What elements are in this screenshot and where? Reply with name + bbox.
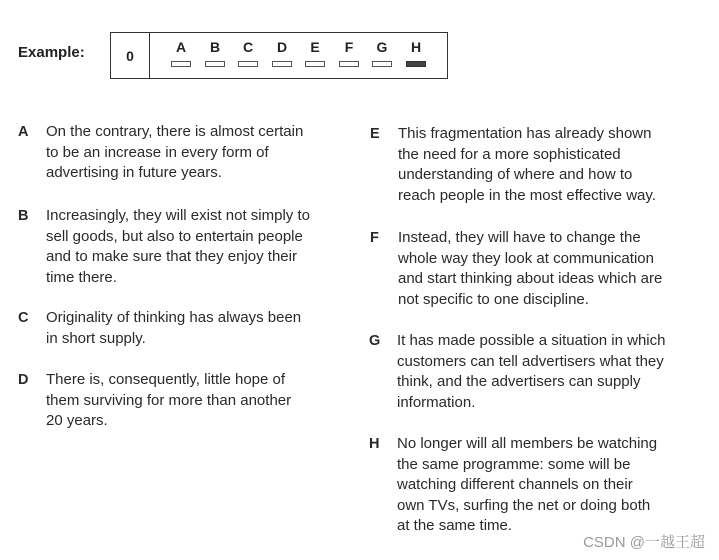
- sentence-text: There is, consequently, little hope of them surviving for more than another 20 years.: [46, 371, 292, 429]
- sentence-text: No longer will all members be watching the same programme: some will be watching different channels on their own TVs, surfing the net or doing both at the same time.: [397, 435, 658, 534]
- option-letter: G: [376, 39, 388, 55]
- sentence-c: [18, 308, 301, 349]
- sentence-letter: B: [18, 208, 29, 224]
- sentence-f: [370, 228, 662, 310]
- option-bubble[interactable]: [272, 61, 292, 67]
- sentence-letter: H: [369, 436, 380, 452]
- sentence-text: This fragmentation has already shown the need for a more sophisticated understanding of where and how to reach people in the most effective way.: [398, 125, 656, 204]
- option-bubble[interactable]: [305, 61, 325, 67]
- example-label: Example:: [18, 44, 85, 61]
- option-c[interactable]: [237, 39, 259, 67]
- sentence-text: On the contrary, there is almost certain to be an increase in every form of advertising in future years.: [46, 123, 304, 181]
- option-bubble[interactable]: [372, 61, 392, 67]
- option-e[interactable]: [304, 39, 326, 67]
- question-number: 0: [111, 33, 150, 78]
- sentence-text: Instead, they will have to change the whole way they look at communication and start thinking about ideas which are not specific to one discipline.: [398, 229, 663, 308]
- sentence-letter: D: [18, 372, 29, 388]
- option-letter: A: [175, 39, 187, 55]
- sentence-text: Increasingly, they will exist not simply to sell goods, but also to entertain people and to make sure that they enjoy their time there.: [46, 207, 310, 286]
- option-g[interactable]: [371, 39, 393, 67]
- option-b[interactable]: [204, 39, 226, 67]
- sentence-letter: G: [369, 333, 381, 349]
- sentence-e: [370, 124, 656, 206]
- answer-options: [150, 33, 447, 78]
- option-letter: H: [410, 39, 422, 55]
- sentence-text: It has made possible a situation in which customers can tell advertisers what they think, and the advertisers can supply information.: [397, 332, 666, 411]
- option-d[interactable]: [271, 39, 293, 67]
- watermark: CSDN @一越王超: [583, 534, 705, 551]
- option-a[interactable]: [170, 39, 192, 67]
- sentence-letter: F: [370, 230, 379, 246]
- option-letter: D: [276, 39, 288, 55]
- sentence-letter: E: [370, 126, 380, 142]
- option-h[interactable]: [405, 39, 427, 67]
- option-letter: C: [242, 39, 254, 55]
- sentence-h: [369, 434, 657, 537]
- sentence-b: [18, 206, 310, 288]
- sentence-d: [18, 370, 291, 432]
- option-letter: B: [209, 39, 221, 55]
- option-f[interactable]: [338, 39, 360, 67]
- sentence-a: [18, 122, 303, 184]
- option-bubble[interactable]: [339, 61, 359, 67]
- example-answer-box: [110, 32, 448, 79]
- option-letter: F: [344, 39, 354, 55]
- option-bubble-selected[interactable]: [406, 61, 426, 67]
- sentence-text: Originality of thinking has always been in short supply.: [46, 309, 302, 347]
- sentence-letter: A: [18, 124, 29, 140]
- option-bubble[interactable]: [205, 61, 225, 67]
- option-bubble[interactable]: [171, 61, 191, 67]
- sentence-g: [369, 331, 665, 413]
- option-letter: E: [310, 39, 320, 55]
- sentence-letter: C: [18, 310, 29, 326]
- option-bubble[interactable]: [238, 61, 258, 67]
